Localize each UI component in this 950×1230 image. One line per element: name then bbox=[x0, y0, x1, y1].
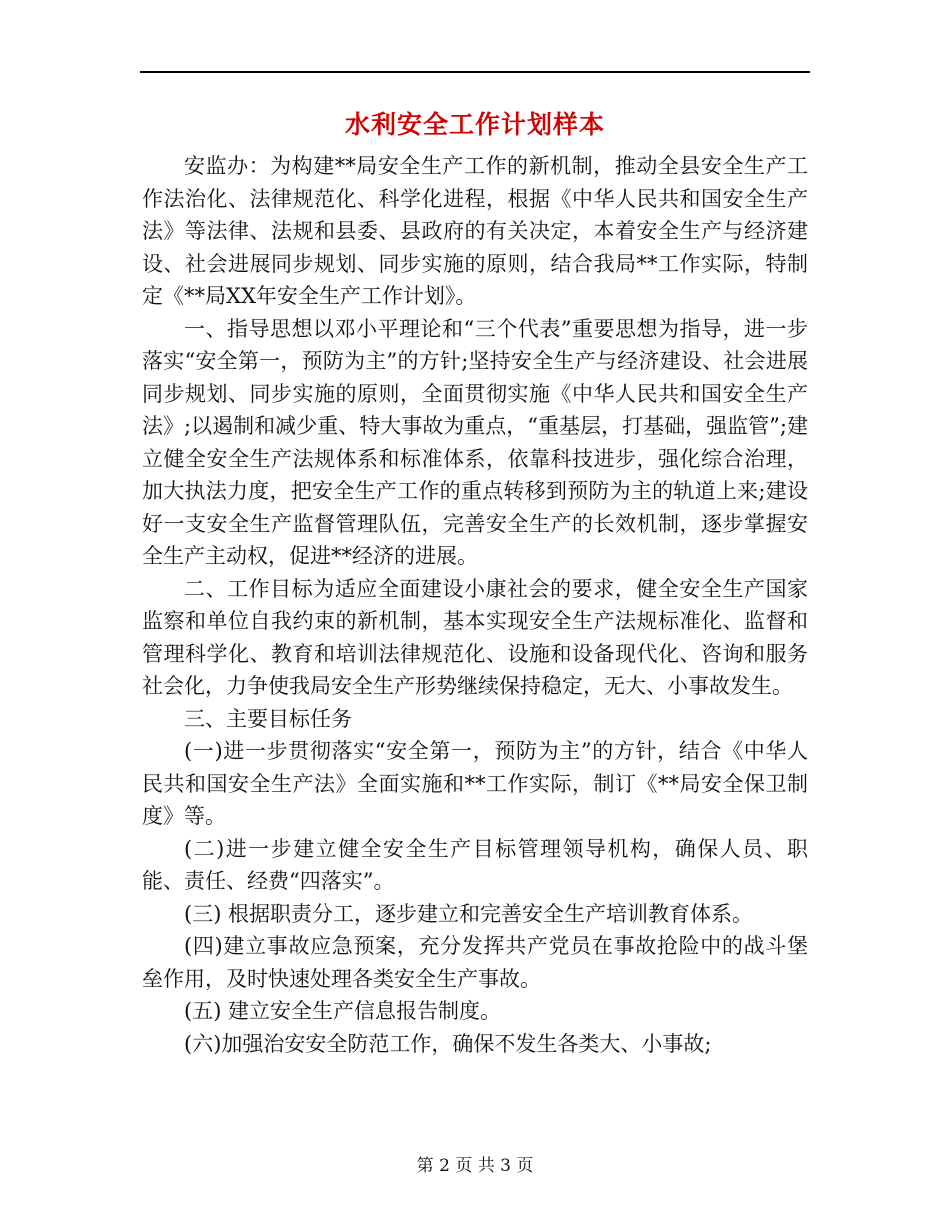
paragraph-guiding-ideology: 一、指导思想以邓小平理论和“三个代表”重要思想为指导，进一步落实“安全第一，预防为主”的方针;坚持安全生产与经济建设、社会进展同步规划、同步实施的原则，全面贯彻实施《中华人民共和国安全生产法》;以遏制和减少重、特大事故为重点，“重基层，打基础，强监管”;建立健全安全生产法规体系和标准体系，依靠科技进步，强化综合治理，加大执法力度，把安全生产工作的重点转移到预防为主的轨道上来;建设好一支安全生产监督管理队伍，完善安全生产的长效机制，逐步掌握安全生产主动权，促进**经济的进展。 bbox=[142, 316, 808, 568]
paragraph-work-goals: 二、工作目标为适应全面建设小康社会的要求，健全安全生产国家监察和单位自我约束的新机制，基本实现安全生产法规标准化、监督和管理科学化、教育和培训法律规范化、设施和设备现代化、咨询和服务社会化，力争使我局安全生产形势继续保持稳定，无大、小事故发生。 bbox=[142, 576, 808, 698]
document-body bbox=[142, 150, 808, 1060]
paragraph-task-6: (六)加强治安安全防范工作，确保不发生各类大、小事故; bbox=[184, 1031, 712, 1056]
paragraph-task-2: (二)进一步建立健全安全生产目标管理领导机构，确保人员、职能、责任、经费“四落实”。 bbox=[142, 836, 808, 893]
page-number-footer: 第 2 页 共 3 页 bbox=[416, 1156, 534, 1176]
paragraph-task-1: (一)进一步贯彻落实“安全第一，预防为主”的方针，结合《中华人民共和国安全生产法》全面实施和**工作实际，制订《**局安全保卫制度》等。 bbox=[142, 739, 808, 828]
document-title: 水利安全工作计划样本 bbox=[344, 110, 605, 139]
paragraph-task-5: (五) 建立安全生产信息报告制度。 bbox=[184, 999, 502, 1023]
header-rule bbox=[140, 71, 810, 73]
paragraph-main-tasks-heading: 三、主要目标任务 bbox=[184, 706, 352, 731]
paragraph-task-3: (三) 根据职责分工，逐步建立和完善安全生产培训教育体系。 bbox=[184, 901, 754, 926]
paragraph-task-4: (四)建立事故应急预案，充分发挥共产党员在事故抢险中的战斗堡垒作用，及时快速处理各类安全生产事故。 bbox=[142, 934, 808, 991]
paragraph-intro: 安监办：为构建**局安全生产工作的新机制，推动全县安全生产工作法治化、法律规范化、科学化进程，根据《中华人民共和国安全生产法》等法律、法规和县委、县政府的有关决定，本着安全生产与经济建设、社会进展同步规划、同步实施的原则，结合我局**工作实际，特制定《**局XX年安全生产工作计划》。 bbox=[142, 154, 808, 308]
